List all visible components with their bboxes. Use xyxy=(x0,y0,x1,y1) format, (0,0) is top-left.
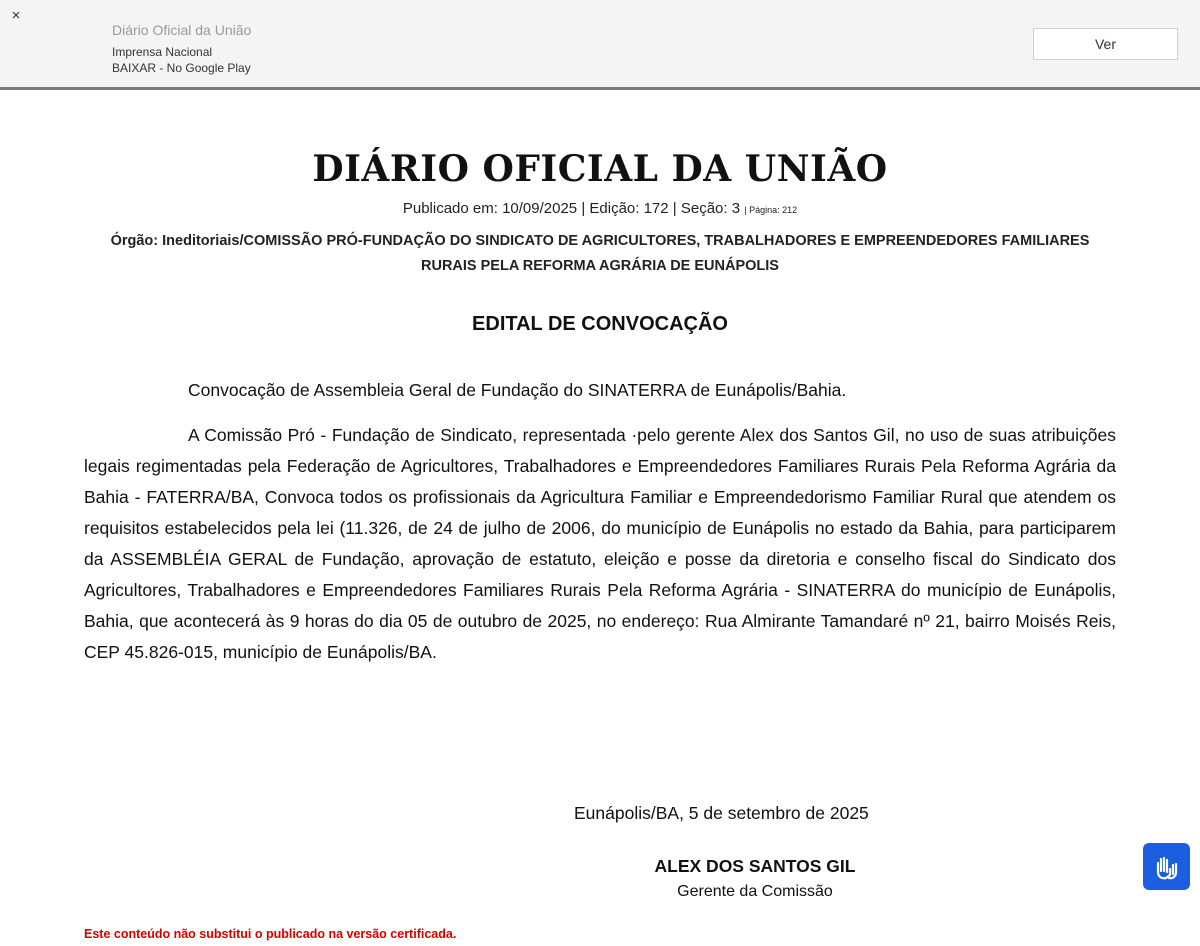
app-install-banner xyxy=(0,0,1200,88)
notice-heading: EDITAL DE CONVOCAÇÃO xyxy=(472,313,728,335)
banner-download-text: BAIXAR - No Google Play xyxy=(112,61,251,75)
accessibility-button[interactable] xyxy=(1143,843,1190,890)
signer-name: ALEX DOS SANTOS GIL xyxy=(654,856,856,876)
banner-publisher: Imprensa Nacional xyxy=(112,45,213,59)
banner-app-name: Diário Oficial da União xyxy=(112,22,252,38)
banner-divider xyxy=(0,87,1200,90)
page-number: | Página: 212 xyxy=(744,205,798,215)
page-title: DIÁRIO OFICIAL DA UNIÃO xyxy=(312,148,888,190)
view-app-button[interactable]: Ver xyxy=(1033,28,1178,60)
issuing-organ: Órgão: Ineditoriais/COMISSÃO PRÓ-FUNDAÇÃO DO SINDICATO DE AGRICULTORES, TRABALHADORES E EMPREENDEDORES FAMILIARES RURAIS PELA REFORMA AGRÁRIA DE EUNÁPOLIS xyxy=(110,233,1090,274)
publication-info xyxy=(0,200,1200,217)
publication-details: Publicado em: 10/09/2025 | Edição: 172 | Seção: 3 xyxy=(402,200,745,217)
close-icon[interactable]: × xyxy=(11,7,21,24)
sign-language-hands-icon xyxy=(1152,852,1182,882)
signer-role: Gerente da Comissão xyxy=(677,883,833,900)
notice-body: A Comissão Pró - Fundação de Sindicato, representada ·pelo gerente Alex dos Santos Gil, no uso de suas atribuições legais regimentadas pela Federação de Agricultores, Trabalhadores e Empreendedores Familiares Rurais Pela Reforma Agrária da Bahia - FATERRA/BA, Convoca todos os profissionais da Agricultura Familiar e Empreendedorismo Familiar Rural que atendem os requisitos estabelecidos pela lei (11.326, de 24 de julho de 2006, do município de Eunápolis no estado da Bahia, para participarem da ASSEMBLÉIA GERAL de Fundação, aprovação de estatuto, eleição e posse da diretoria e conselho fiscal do Sindicato dos Agricultores, Trabalhadores e Empreendedores Familiares Rurais Pela Reforma Agrária - SINATERRA do município de Eunápolis, Bahia, que acontecerá às 9 horas do dia 05 de outubro de 2025, no endereço: Rua Almirante Tamandaré nº 21, bairro Moisés Reis, CEP 45.826-015, município de Eunápolis/BA. xyxy=(84,425,1116,662)
certification-disclaimer: Este conteúdo não substitui o publicado na versão certificada. xyxy=(84,927,457,941)
convocation-line: Convocação de Assembleia Geral de Fundação do SINATERRA de Eunápolis/Bahia. xyxy=(188,380,847,400)
place-date: Eunápolis/BA, 5 de setembro de 2025 xyxy=(574,803,869,823)
